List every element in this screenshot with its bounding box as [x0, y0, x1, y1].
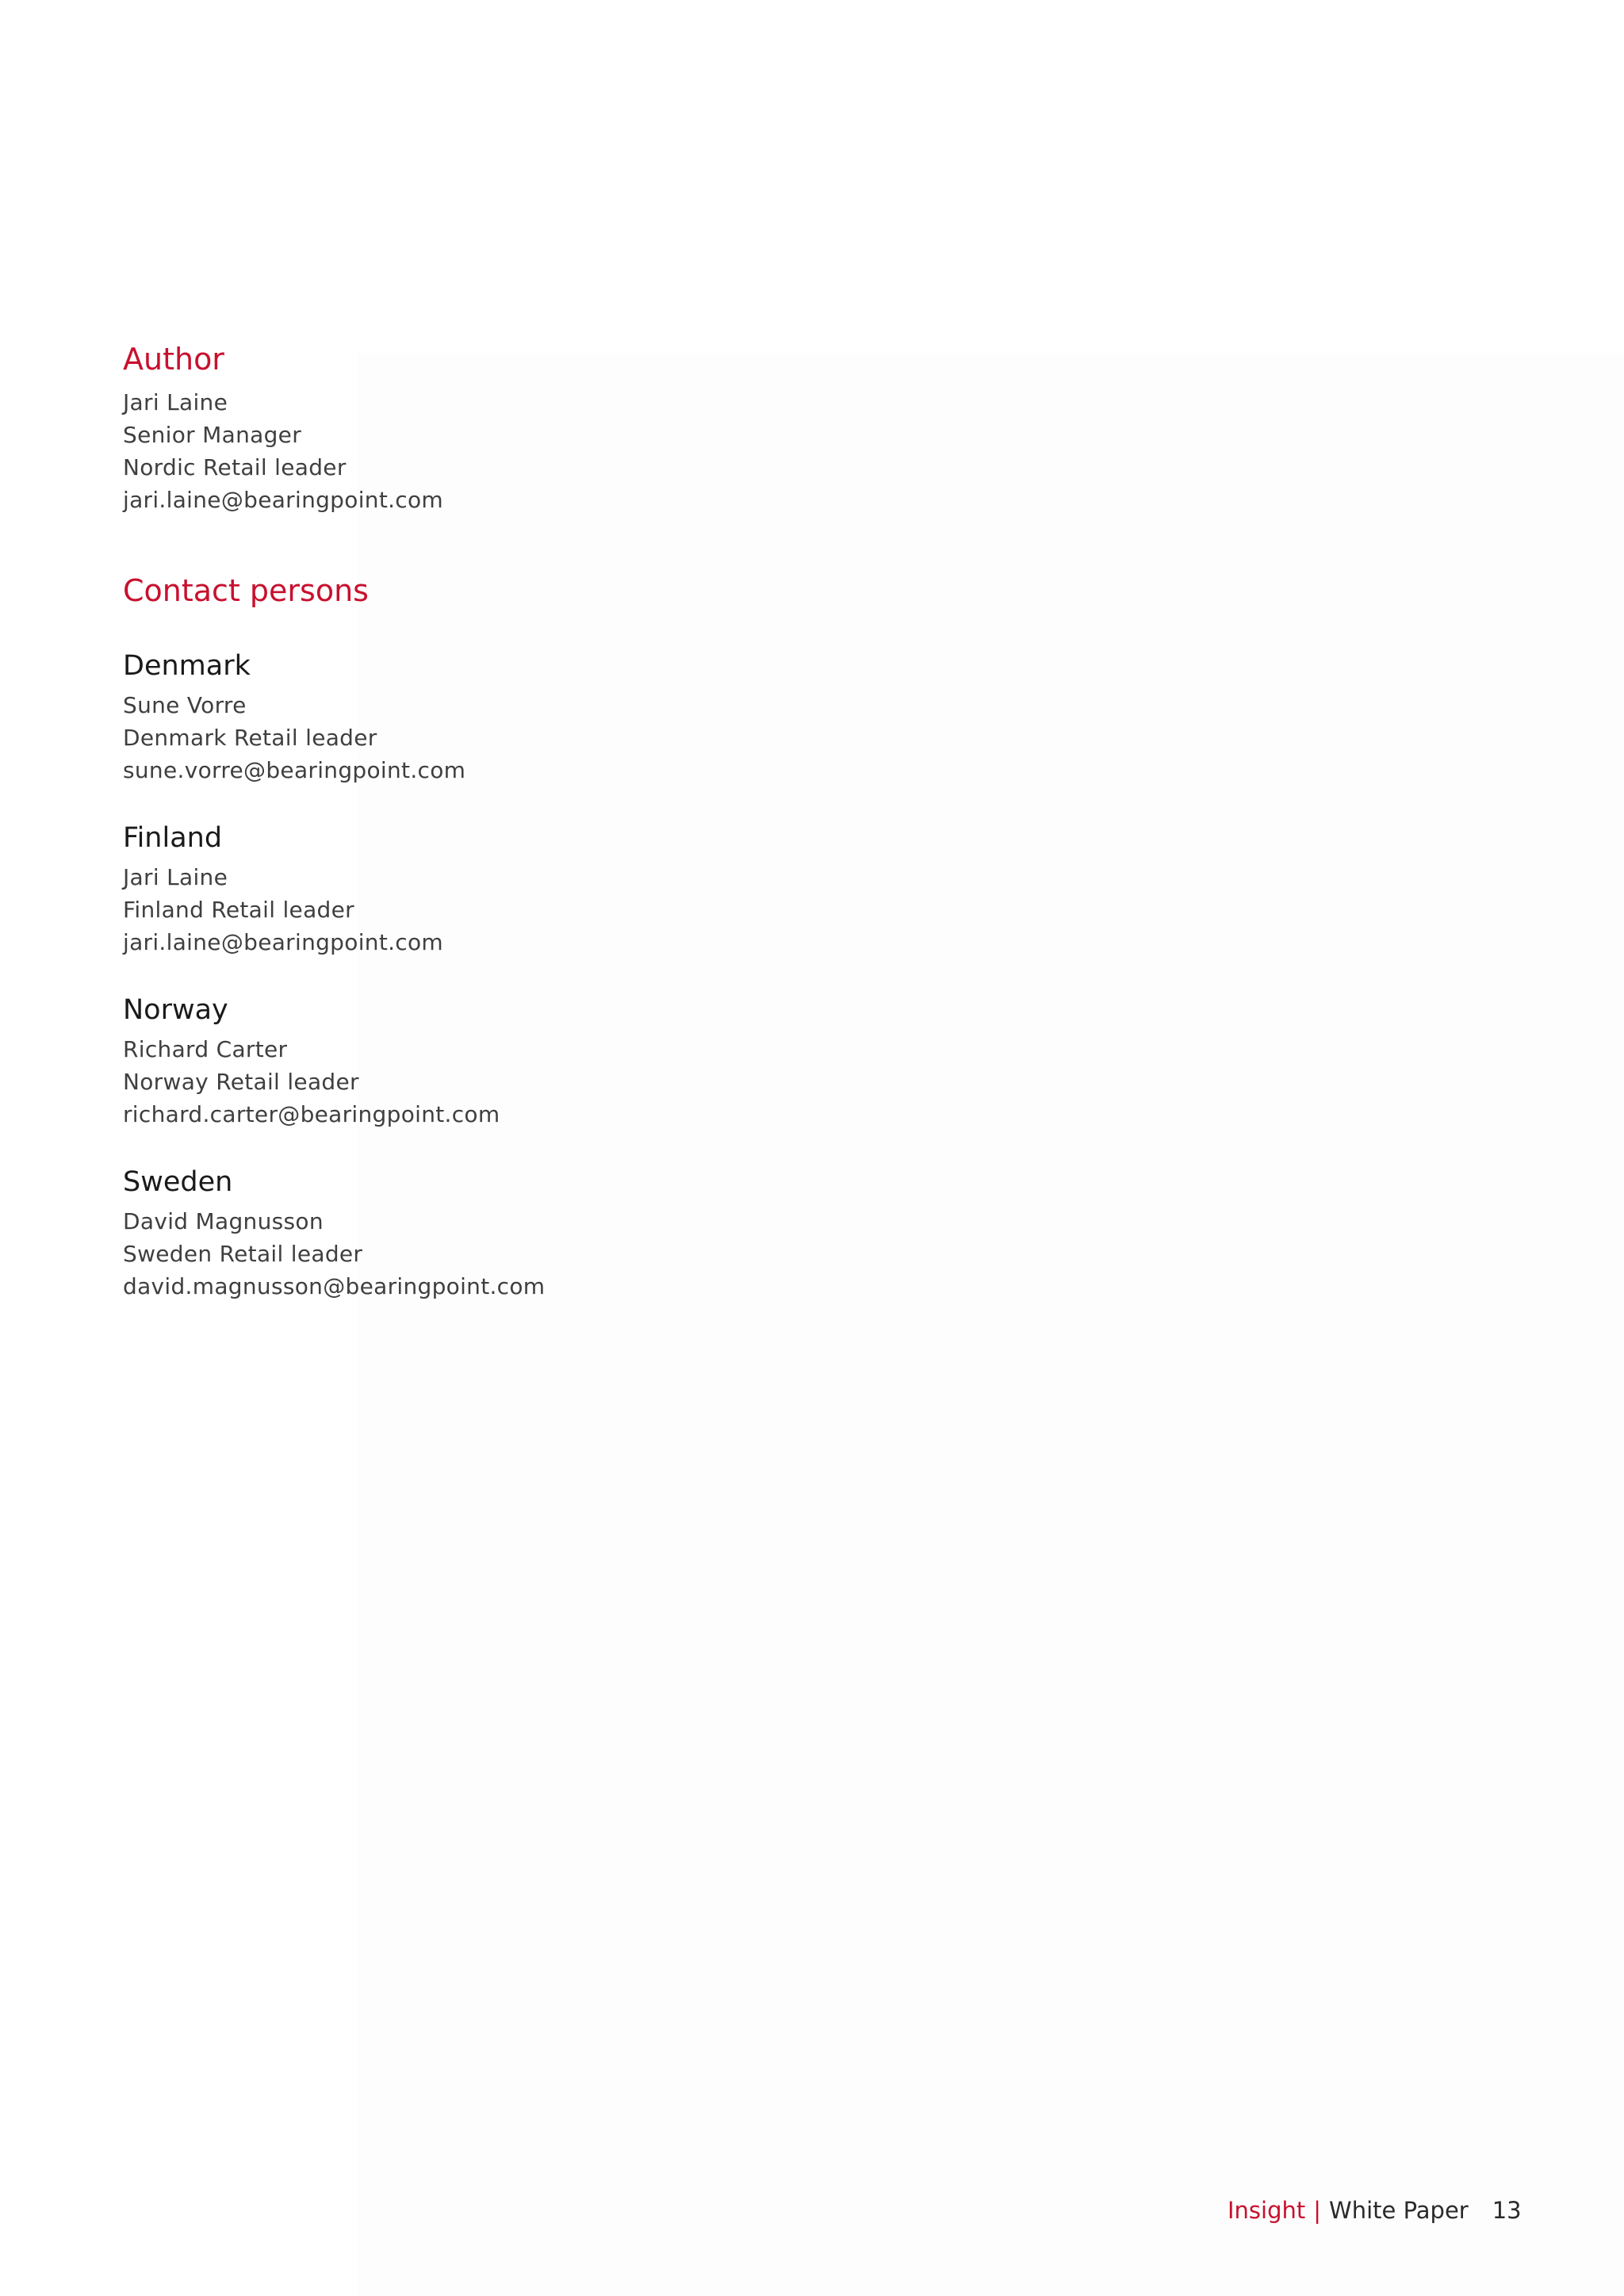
contact-role: Norway Retail leader	[123, 1069, 359, 1095]
contact-persons-heading: Contact persons	[123, 573, 369, 608]
contact-name: Richard Carter	[123, 1036, 288, 1062]
country-heading: Denmark	[123, 650, 251, 682]
author-role: Senior Manager	[123, 422, 302, 448]
footer-series-label: Insight	[1228, 2197, 1306, 2224]
document-body	[123, 337, 1074, 1303]
author-name: Jari Laine	[123, 389, 228, 415]
contact-role: Finland Retail leader	[123, 897, 354, 923]
contact-email-link[interactable]: jari.laine@bearingpoint.com	[123, 929, 443, 955]
author-email-link[interactable]: jari.laine@bearingpoint.com	[123, 487, 443, 513]
contact-finland	[123, 820, 1074, 959]
contact-name: Jari Laine	[123, 864, 228, 890]
contact-norway	[123, 992, 1074, 1131]
contact-email-link[interactable]: sune.vorre@bearingpoint.com	[123, 757, 466, 783]
contact-name: Sune Vorre	[123, 692, 247, 718]
contact-role: Sweden Retail leader	[123, 1241, 363, 1267]
contact-email-link[interactable]: richard.carter@bearingpoint.com	[123, 1101, 500, 1127]
country-heading: Norway	[123, 994, 228, 1026]
contact-email-link[interactable]: david.magnusson@bearingpoint.com	[123, 1273, 546, 1299]
country-heading: Sweden	[123, 1166, 233, 1198]
author-section	[123, 337, 1074, 516]
contact-persons-section	[123, 568, 1074, 1303]
contact-role: Denmark Retail leader	[123, 725, 377, 751]
page-number: 13	[1492, 2197, 1522, 2224]
contact-name: David Magnusson	[123, 1208, 324, 1234]
footer-doc-type: White Paper	[1329, 2197, 1469, 2224]
author-heading: Author	[123, 342, 224, 377]
country-heading: Finland	[123, 822, 223, 854]
author-details	[123, 386, 1074, 516]
contact-denmark	[123, 648, 1074, 786]
author-position: Nordic Retail leader	[123, 454, 347, 480]
footer-separator: |	[1313, 2197, 1322, 2224]
page-footer	[1228, 2195, 1522, 2226]
contact-sweden	[123, 1164, 1074, 1303]
